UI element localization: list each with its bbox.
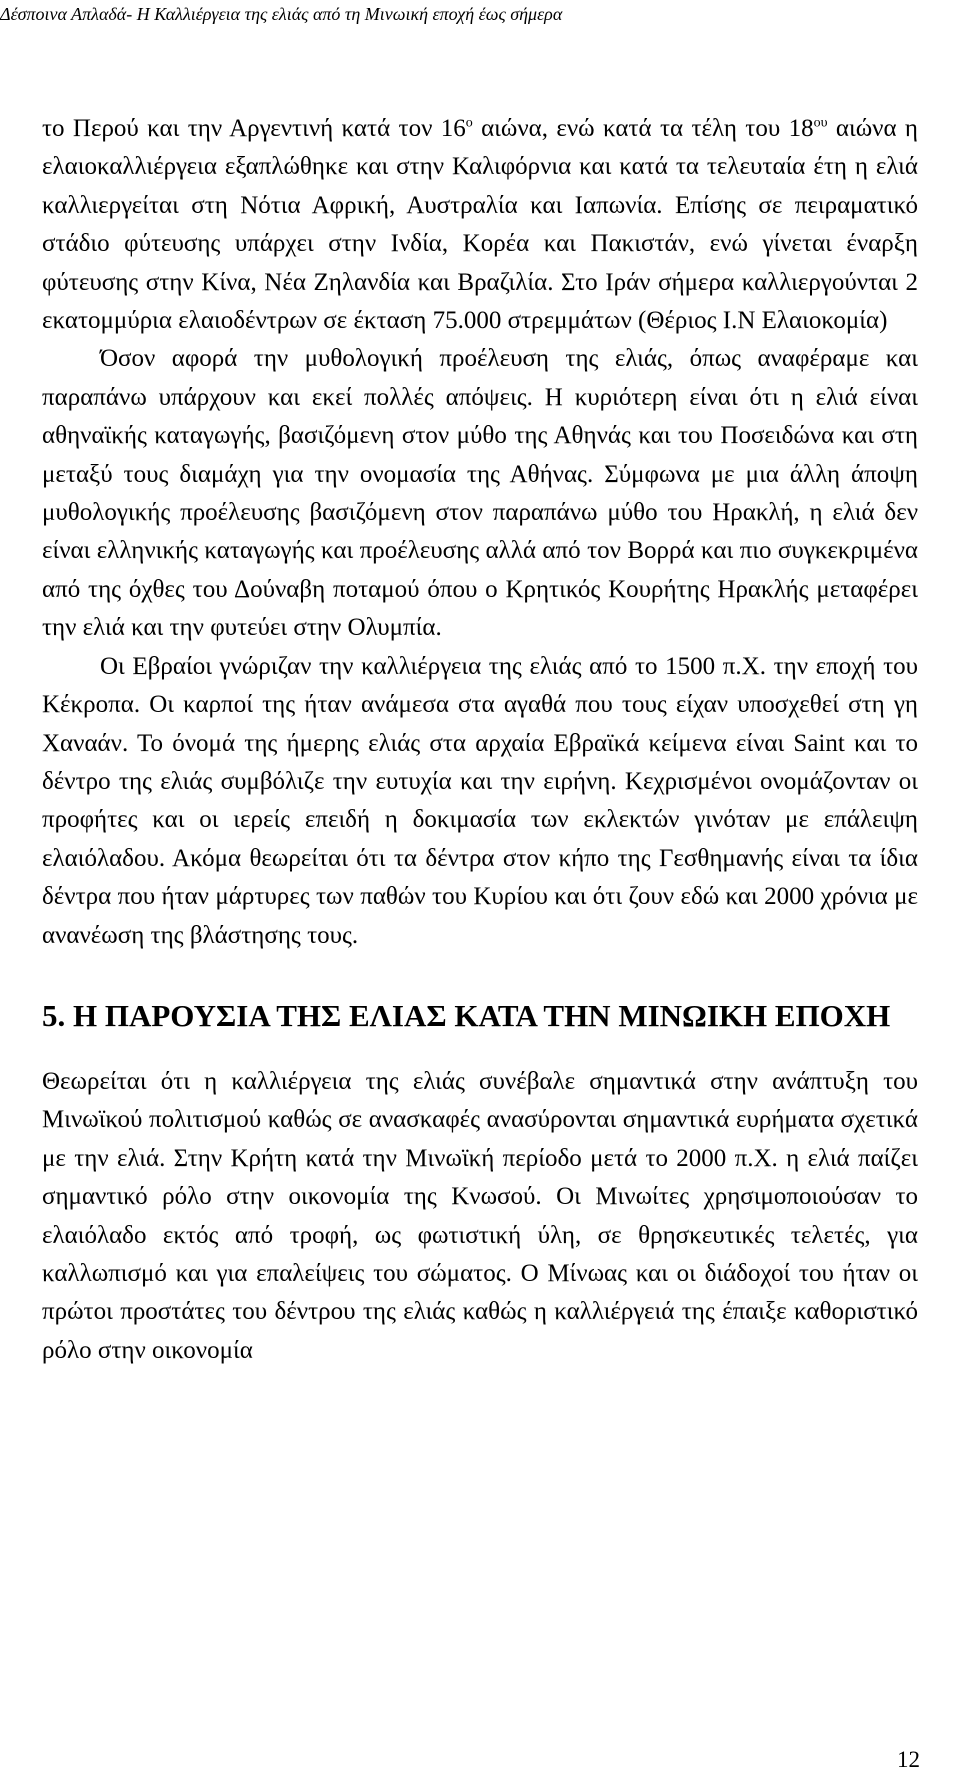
- paragraph-hebrews: Οι Εβραίοι γνώριζαν την καλλιέργεια της ελιάς από το 1500 π.Χ. την εποχή του Κέκροπα. Οι καρποί της ήταν ανάμεσα στα αγαθά που τους είχαν υποσχεθεί στη γη Χαναάν. Το όνομά της ήμερης ελιάς στα αρχαία Εβραϊκά κείμενα είναι Saint και το δέντρο της ελιάς συμβόλιζε την ευτυχία και την ειρήνη. Κεχρισμένοι ονομάζονταν οι προφήτες και οι ιερείς επειδή η δοκιμασία των εκλεκτών γινόταν με επάλειψη ελαιόλαδου. Ακόμα θεωρείται ότι τα δέντρα στον κήπο της Γεσθημανής είναι τα ίδια δέντρα που ήταν μάρτυρες των παθών του Κυρίου και ότι ζουν εδώ και 2000 χρόνια με ανανέωση της βλάστησης τους.: [42, 652, 918, 949]
- paragraph-text: αιώνα η ελαιοκαλλιέργεια εξαπλώθηκε και στην Καλιφόρνια και κατά τα τελευταία έτη η ελιά καλλιεργείται στη Νότια Αφρική, Αυστραλία και Ιαπωνία. Επίσης σε πειραματικό στάδιο φύτευσης υπάρχει στην Ινδία, Κορέα και Πακιστάν, ενώ γίνεται έναρξη φύτευσης στην Κίνα, Νέα Ζηλανδία και Βραζιλία. Στο Ιράν σήμερα καλλιεργούνται 2 εκατομμύρια ελαιοδέντρων σε έκταση 75.000 στρεμμάτων (Θέριος Ι.Ν Ελαιοκομία): [42, 115, 918, 335]
- section-heading: 5. Η ΠΑΡΟΥΣΙΑ ΤΗΣ ΕΛΙΑΣ ΚΑΤΑ ΤΗΝ ΜΙΝΩΙΚΗ ΕΠΟΧΗ: [42, 997, 891, 1033]
- paragraph-spread-of-olive: [42, 110, 918, 340]
- superscript: ου: [813, 115, 828, 131]
- paragraph-minoan-era: Θεωρείται ότι η καλλιέργεια της ελιάς συνέβαλε σημαντικά στην ανάπτυξη του Μινωϊκού πολιτισμού καθώς σε ανασκαφές ανασύρονται σημαντικά ευρήματα σχετικά με την ελιά. Στην Κρήτη κατά την Μινωϊκή περίοδο μετά το 2000 π.Χ. η ελιά παίζει σημαντικό ρόλο στην οικονομία της Κνωσού. Οι Μινωίτες χρησιμοποιούσαν το ελαιόλαδο εκτός από τροφή, ως φωτιστική ύλη, σε θρησκευτικές τελετές, για καλλωπισμό και για επαλείψεις του σώματος. Ο Μίνωας και οι διάδοχοί του ήταν οι πρώτοι προστάτες του δέντρου της ελιάς καθώς η καλλιέργειά της έπαιξε καθοριστικό ρόλο στην οικονομία: [42, 1067, 918, 1364]
- running-header: Δέσποινα Απλαδά- Η Καλλιέργεια της ελιάς από τη Μινωική εποχή έως σήμερα: [0, 4, 563, 24]
- superscript: ο: [465, 115, 473, 131]
- paragraph-mythology: Όσον αφορά την μυθολογική προέλευση της ελιάς, όπως αναφέραμε και παραπάνω υπάρχουν και εκεί πολλές απόψεις. Η κυριότερη είναι ότι η ελιά είναι αθηναϊκής καταγωγής, βασιζόμενη στον μύθο της Αθηνάς και του Ποσειδώνα και στη μεταξύ τους διαμάχη για την ονομασία της Αθήνας. Σύμφωνα με μια άλλη άποψη μυθολογικής προέλευσης βασιζόμενη στον παραπάνω μύθο του Ηρακλή, η ελιά δεν είναι ελληνικής καταγωγής και προέλευσης αλλά από τον Βορρά και πιο συγκεκριμένα από της όχθες του Δούναβη ποταμού όπου ο Κρητικός Κουρήτης Ηρακλής μεταφέρει την ελιά και την φυτεύει στην Ολυμπία.: [42, 345, 918, 642]
- page-number: 12: [897, 1747, 920, 1772]
- paragraph-text: αιώνα, ενώ κατά τα τέλη του 18: [472, 115, 814, 142]
- paragraph-text: το Περού και την Αργεντινή κατά τον 16: [42, 115, 466, 142]
- document-body: [42, 110, 918, 1370]
